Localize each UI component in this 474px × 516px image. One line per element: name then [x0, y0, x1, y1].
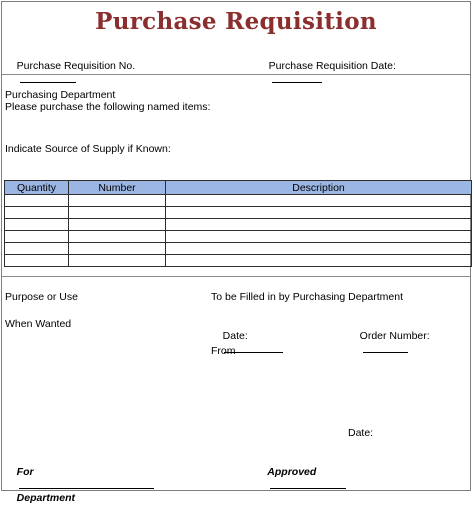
table-row [5, 243, 472, 255]
number-cell[interactable] [69, 219, 166, 231]
requisition-date-label: Purchase Requisition Date: [268, 60, 396, 72]
table-bottom-divider [2, 276, 470, 277]
date-label: Date: [222, 330, 248, 342]
approved-field[interactable] [270, 478, 346, 489]
source-of-supply-label: Indicate Source of Supply if Known: [5, 143, 171, 155]
number-cell[interactable] [69, 243, 166, 255]
quantity-cell[interactable] [5, 195, 69, 207]
table-header-row [5, 181, 472, 195]
column-header-description: Description [166, 181, 472, 195]
requisition-number-label: Purchase Requisition No. [16, 60, 136, 72]
form-title: Purchase Requisition [95, 8, 377, 35]
signature-row [5, 454, 154, 516]
requisition-date-row [257, 48, 396, 98]
column-header-quantity: Quantity [5, 181, 69, 195]
column-header-number: Number [69, 181, 166, 195]
table-row [5, 195, 472, 207]
for-label: For [16, 466, 34, 478]
order-number-field[interactable] [363, 342, 408, 353]
purchasing-department-section-label: To be Filled in by Purchasing Department [211, 291, 404, 303]
purpose-or-use-label: Purpose or Use [5, 291, 78, 303]
description-cell[interactable] [166, 255, 472, 267]
description-cell[interactable] [166, 243, 472, 255]
table-row [5, 219, 472, 231]
approved-label: Approved [267, 466, 317, 478]
when-wanted-label: When Wanted [5, 318, 72, 330]
number-cell[interactable] [69, 207, 166, 219]
quantity-cell[interactable] [5, 207, 69, 219]
description-cell[interactable] [166, 195, 472, 207]
quantity-cell[interactable] [5, 219, 69, 231]
department-label: Department [16, 492, 76, 504]
purchasing-department-label: Purchasing Department [5, 89, 116, 101]
table-row [5, 207, 472, 219]
for-field[interactable] [19, 478, 154, 489]
table-row [5, 231, 472, 243]
number-cell[interactable] [69, 195, 166, 207]
order-number-row [348, 318, 430, 368]
number-cell[interactable] [69, 255, 166, 267]
date-row [211, 318, 283, 368]
description-cell[interactable] [166, 231, 472, 243]
header-divider [2, 74, 470, 75]
table-row [5, 255, 472, 267]
description-cell[interactable] [166, 219, 472, 231]
items-table [4, 180, 472, 267]
order-number-label: Order Number: [359, 330, 430, 342]
quantity-cell[interactable] [5, 243, 69, 255]
description-cell[interactable] [166, 207, 472, 219]
quantity-cell[interactable] [5, 231, 69, 243]
from-label: From [211, 345, 236, 357]
date-label-2: Date: [348, 427, 374, 439]
items-instruction: Please purchase the following named items: [5, 101, 211, 113]
quantity-cell[interactable] [5, 255, 69, 267]
approved-row [256, 454, 346, 504]
number-cell[interactable] [69, 231, 166, 243]
purchase-requisition-form [1, 1, 471, 504]
